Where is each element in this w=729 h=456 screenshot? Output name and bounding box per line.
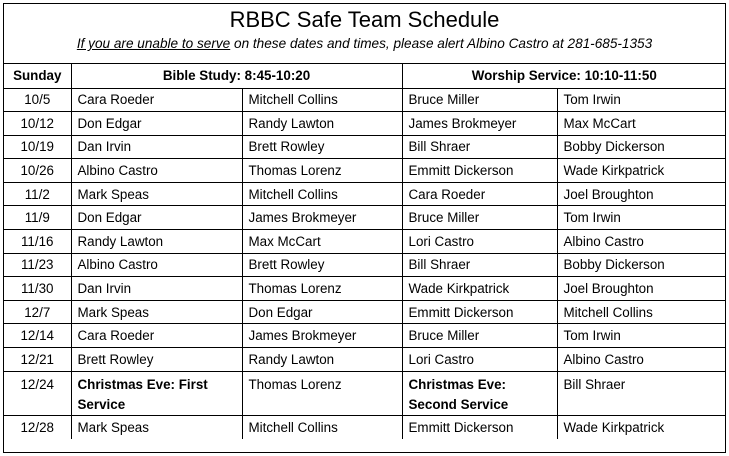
header-bible-study: Bible Study: 8:45-10:20 [71, 64, 402, 88]
document-header [4, 4, 725, 64]
bible-study-volunteer-1: Mark Speas [71, 415, 242, 439]
table-row [4, 277, 726, 301]
worship-volunteer-1: Bruce Miller [402, 324, 557, 348]
bible-study-volunteer-2: Max McCart [242, 230, 402, 254]
bible-study-volunteer-1: Cara Roeder [71, 88, 242, 112]
bible-study-volunteer-2: Mitchell Collins [242, 182, 402, 206]
table-row [4, 253, 726, 277]
bible-study-volunteer-1: Mark Speas [71, 182, 242, 206]
date-cell: 11/9 [4, 206, 71, 230]
worship-volunteer-1: Christmas Eve: Second Service [402, 371, 557, 415]
bible-study-volunteer-1: Cara Roeder [71, 324, 242, 348]
date-cell: 12/14 [4, 324, 71, 348]
date-cell: 11/16 [4, 230, 71, 254]
subtitle-rest: on these dates and times, please alert Albino Castro at 281-685-1353 [230, 36, 653, 51]
bible-study-volunteer-2: Mitchell Collins [242, 415, 402, 439]
worship-volunteer-1: Cara Roeder [402, 182, 557, 206]
bible-study-volunteer-1: Albino Castro [71, 159, 242, 183]
worship-volunteer-2: Bill Shraer [557, 371, 726, 415]
date-cell: 11/30 [4, 277, 71, 301]
worship-volunteer-2: Tom Irwin [557, 324, 726, 348]
worship-volunteer-2: Joel Broughton [557, 277, 726, 301]
date-cell: 12/24 [4, 371, 71, 415]
worship-volunteer-1: Bruce Miller [402, 88, 557, 112]
bible-study-volunteer-2: Brett Rowley [242, 253, 402, 277]
table-row [4, 230, 726, 254]
worship-volunteer-2: Mitchell Collins [557, 300, 726, 324]
bible-study-volunteer-1: Albino Castro [71, 253, 242, 277]
table-row [4, 371, 726, 415]
table-row [4, 300, 726, 324]
worship-volunteer-1: Bruce Miller [402, 206, 557, 230]
bible-study-volunteer-2: Randy Lawton [242, 112, 402, 136]
page-subtitle [4, 35, 725, 53]
table-row [4, 182, 726, 206]
date-cell: 10/12 [4, 112, 71, 136]
header-sunday: Sunday [4, 64, 71, 88]
bible-study-volunteer-2: Thomas Lorenz [242, 159, 402, 183]
worship-volunteer-1: Lori Castro [402, 348, 557, 372]
bible-study-volunteer-1: Brett Rowley [71, 348, 242, 372]
bible-study-volunteer-1: Don Edgar [71, 206, 242, 230]
worship-volunteer-1: Lori Castro [402, 230, 557, 254]
worship-volunteer-2: Bobby Dickerson [557, 135, 726, 159]
table-row [4, 135, 726, 159]
bible-study-volunteer-1: Dan Irvin [71, 277, 242, 301]
schedule-document [3, 3, 726, 453]
worship-volunteer-1: Bill Shraer [402, 135, 557, 159]
worship-volunteer-1: Emmitt Dickerson [402, 159, 557, 183]
date-cell: 10/5 [4, 88, 71, 112]
worship-volunteer-2: Tom Irwin [557, 206, 726, 230]
bible-study-volunteer-1: Dan Irvin [71, 135, 242, 159]
worship-volunteer-1: Emmitt Dickerson [402, 300, 557, 324]
worship-volunteer-2: Max McCart [557, 112, 726, 136]
worship-volunteer-2: Albino Castro [557, 348, 726, 372]
bible-study-volunteer-2: Randy Lawton [242, 348, 402, 372]
bible-study-volunteer-1: Randy Lawton [71, 230, 242, 254]
date-cell: 12/28 [4, 415, 71, 439]
table-row [4, 206, 726, 230]
bible-study-volunteer-1: Don Edgar [71, 112, 242, 136]
worship-volunteer-1: Wade Kirkpatrick [402, 277, 557, 301]
worship-volunteer-2: Joel Broughton [557, 182, 726, 206]
worship-volunteer-2: Wade Kirkpatrick [557, 415, 726, 439]
bible-study-volunteer-1: Mark Speas [71, 300, 242, 324]
date-cell: 12/7 [4, 300, 71, 324]
date-cell: 11/2 [4, 182, 71, 206]
worship-volunteer-1: Bill Shraer [402, 253, 557, 277]
bible-study-volunteer-1: Christmas Eve: First Service [71, 371, 242, 415]
worship-volunteer-2: Albino Castro [557, 230, 726, 254]
schedule-table [4, 64, 726, 439]
table-row [4, 112, 726, 136]
bible-study-volunteer-2: James Brokmeyer [242, 324, 402, 348]
table-row [4, 88, 726, 112]
worship-volunteer-1: James Brokmeyer [402, 112, 557, 136]
bible-study-volunteer-2: Brett Rowley [242, 135, 402, 159]
table-row [4, 415, 726, 439]
date-cell: 10/26 [4, 159, 71, 183]
worship-volunteer-1: Emmitt Dickerson [402, 415, 557, 439]
bible-study-volunteer-2: Thomas Lorenz [242, 371, 402, 415]
bible-study-volunteer-2: Mitchell Collins [242, 88, 402, 112]
date-cell: 11/23 [4, 253, 71, 277]
subtitle-underlined: If you are unable to serve [76, 36, 231, 51]
bible-study-volunteer-2: Thomas Lorenz [242, 277, 402, 301]
table-row [4, 348, 726, 372]
date-cell: 12/21 [4, 348, 71, 372]
date-cell: 10/19 [4, 135, 71, 159]
worship-volunteer-2: Wade Kirkpatrick [557, 159, 726, 183]
worship-volunteer-2: Tom Irwin [557, 88, 726, 112]
table-row [4, 159, 726, 183]
table-row [4, 324, 726, 348]
header-worship-service: Worship Service: 10:10-11:50 [402, 64, 726, 88]
bible-study-volunteer-2: James Brokmeyer [242, 206, 402, 230]
worship-volunteer-2: Bobby Dickerson [557, 253, 726, 277]
table-header-row [4, 64, 726, 88]
page-title: RBBC Safe Team Schedule [229, 7, 500, 32]
bible-study-volunteer-2: Don Edgar [242, 300, 402, 324]
